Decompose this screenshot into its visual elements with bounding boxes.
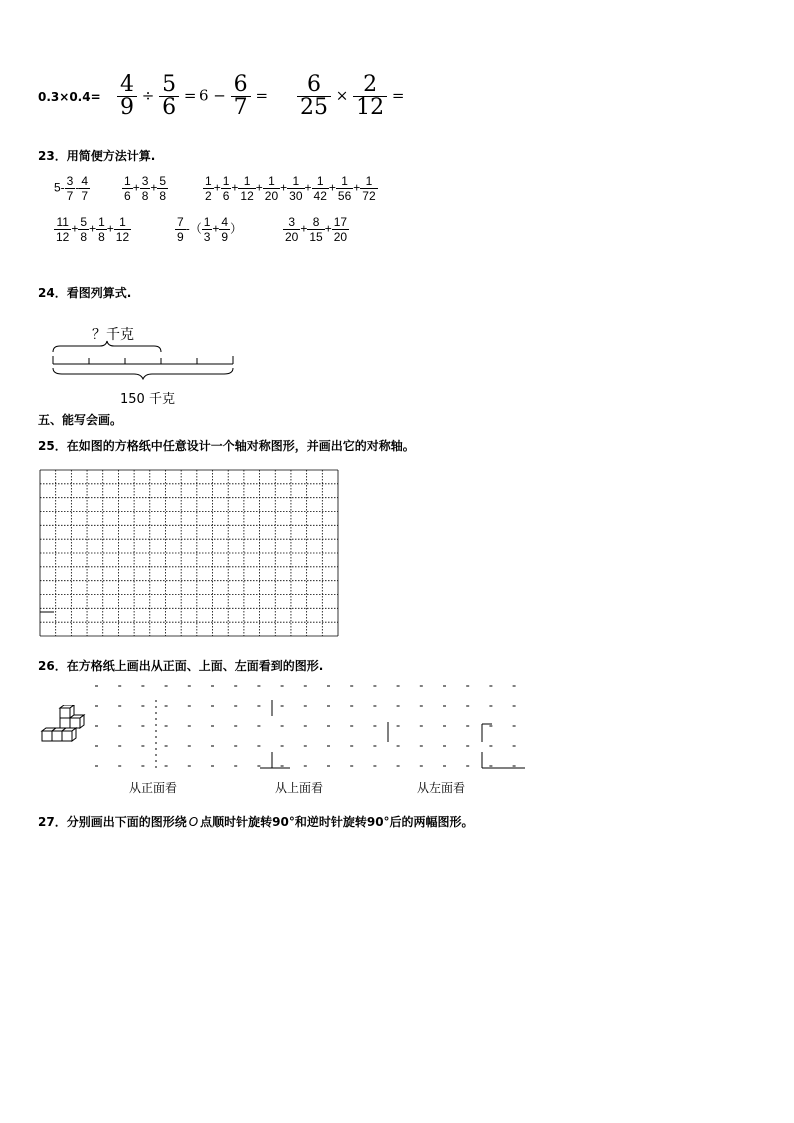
grid-dot (304, 766, 307, 767)
grid-dot (443, 706, 446, 707)
grid-dot (188, 726, 191, 727)
grid-dot (141, 766, 144, 767)
segment-diagram (48, 340, 238, 380)
grid-dot (397, 686, 400, 687)
grid-dot (466, 706, 469, 707)
grid-dot (281, 746, 284, 747)
grid-dot (281, 706, 284, 707)
grid-dot (373, 686, 376, 687)
rotation-point-label: O (188, 815, 199, 829)
grid-dot (234, 746, 237, 747)
grid-dot (466, 686, 469, 687)
question-27-title-end: 点顺时针旋转90°和逆时针旋转90°后的两幅图形。 (200, 815, 474, 829)
grid-dot (489, 746, 492, 747)
bottom-brace (53, 368, 233, 379)
calc-item-decimal: 0.3×0.4= (38, 90, 101, 104)
view-label-top: 从上面看 (275, 781, 324, 795)
grid-dot (443, 726, 446, 727)
grid-dot (165, 726, 168, 727)
dot-grid-paper[interactable] (90, 680, 530, 775)
grid-dot (188, 766, 191, 767)
top-brace (53, 341, 161, 352)
grid-dot (95, 766, 98, 767)
grid-dot (118, 686, 121, 687)
grid-dot (397, 726, 400, 727)
grid-dot (141, 746, 144, 747)
grid-dot (118, 706, 121, 707)
q23-expression-5: $\frac{7}{9}$ -（ $\frac{1}{3}$ + $\frac{4}{9}$ ） (177, 215, 243, 244)
grid-dot (373, 766, 376, 767)
grid-dot (165, 706, 168, 707)
grid-dot (327, 706, 330, 707)
grid-dot (281, 686, 284, 687)
grid-dot (118, 766, 121, 767)
grid-dot (211, 706, 214, 707)
grid-dot (304, 726, 307, 727)
grid-dot (141, 706, 144, 707)
question-25-title: 25．在如图的方格纸中任意设计一个轴对称图形，并画出它的对称轴。 (38, 439, 415, 453)
calc-item-multiply: $\frac{6}{25}$ × $\frac{2}{12}$ = (297, 74, 405, 119)
grid-dot (327, 746, 330, 747)
question-26-title: 26．在方格纸上画出从正面、上面、左面看到的图形. (38, 659, 324, 673)
grid-dot (397, 746, 400, 747)
grid-dot (373, 706, 376, 707)
grid-dot (420, 686, 423, 687)
grid-dot (165, 686, 168, 687)
view-label-front: 从正面看 (129, 781, 178, 795)
grid-dot (443, 746, 446, 747)
cube-face (70, 718, 80, 728)
grid-dot (513, 726, 516, 727)
grid-dot (211, 686, 214, 687)
grid-dot (513, 686, 516, 687)
grid-dot (420, 766, 423, 767)
grid-dot (188, 746, 191, 747)
grid-dot (211, 726, 214, 727)
grid-dot (234, 766, 237, 767)
diagram-bottom-label: 150 千克 (120, 392, 175, 407)
grid-dot (513, 706, 516, 707)
view-label-left: 从左面看 (417, 781, 466, 795)
grid-dot (95, 746, 98, 747)
grid-dot (95, 726, 98, 727)
grid-dot (489, 686, 492, 687)
grid-dot (188, 686, 191, 687)
grid-paper[interactable] (38, 468, 340, 638)
grid-dot (211, 746, 214, 747)
grid-dot (234, 706, 237, 707)
grid-dot (234, 726, 237, 727)
grid-dot (165, 766, 168, 767)
q23-expression-1: 5- $\frac{3}{7}$ - $\frac{4}{7}$ (54, 174, 89, 203)
grid-dot (466, 726, 469, 727)
grid-dot (304, 746, 307, 747)
question-27-title (38, 813, 474, 830)
question-24-title: 24．看图列算式. (38, 286, 132, 300)
grid-dot (188, 706, 191, 707)
grid-dot (327, 726, 330, 727)
grid-dot (489, 706, 492, 707)
grid-dot (211, 766, 214, 767)
grid-dot (304, 706, 307, 707)
grid-dot (234, 686, 237, 687)
grid-dot (420, 746, 423, 747)
grid-dot (118, 726, 121, 727)
grid-dot (257, 706, 260, 707)
q23-expression-3: $\frac{1}{2}$ + $\frac{1}{6}$ + $\frac{1}{12}$ + $\frac{1}{20}$ + $\frac{1}{30}$ + $\frac{1}{42}$ + $\frac{1}{56}$ + $\frac{1}{72}$ (205, 174, 376, 203)
grid-dot (420, 706, 423, 707)
grid-dot (489, 766, 492, 767)
grid-dot (350, 686, 353, 687)
grid-dot (350, 766, 353, 767)
grid-dot (466, 766, 469, 767)
grid-dot (513, 766, 516, 767)
grid-dot (327, 686, 330, 687)
grid-dot (141, 686, 144, 687)
grid-dot (513, 746, 516, 747)
grid-dot (95, 706, 98, 707)
cube-face (72, 728, 76, 741)
grid-dot (281, 766, 284, 767)
grid-dot (257, 686, 260, 687)
question-23-title: 23．用简便方法计算. (38, 149, 156, 163)
cube-face (42, 731, 52, 741)
grid-dot (165, 746, 168, 747)
q23-expression-4: $\frac{11}{12}$ + $\frac{5}{8}$ + $\frac{1}{8}$ + $\frac{1}{12}$ (56, 215, 130, 244)
grid-dot (373, 726, 376, 727)
grid-dot (373, 746, 376, 747)
grid-dot (304, 686, 307, 687)
question-27-title-start: 27．分别画出下面的图形绕 (38, 815, 187, 829)
grid-dot (397, 706, 400, 707)
calc-item-subtract: 6 − $\frac{6}{7}$ = (199, 72, 269, 120)
grid-dot (466, 746, 469, 747)
grid-dot (443, 686, 446, 687)
grid-dot (281, 726, 284, 727)
grid-dot (350, 706, 353, 707)
grid-dot (489, 726, 492, 727)
grid-dot (350, 726, 353, 727)
grid-dot (141, 726, 144, 727)
grid-dot (257, 726, 260, 727)
q23-expression-6: $\frac{3}{20}$ + $\frac{8}{15}$ + $\frac{17}{20}$ (285, 215, 348, 244)
section-5-title: 五、能写会画。 (38, 413, 123, 427)
q23-expression-2: $\frac{1}{6}$ + $\frac{3}{8}$ + $\frac{5}{8}$ (124, 174, 167, 203)
cube-face (52, 731, 62, 741)
grid-dot (257, 746, 260, 747)
grid-dot (327, 766, 330, 767)
calc-item-fraction-divide: $\frac{4}{9}$ ÷ $\frac{5}{6}$ = (117, 74, 197, 119)
grid-dot (397, 766, 400, 767)
cube-face (60, 708, 70, 718)
diagram-top-label: ？千克 (92, 327, 134, 343)
cube-face (60, 718, 70, 728)
grid-dot (95, 686, 98, 687)
grid-dot (118, 746, 121, 747)
grid-dot (350, 746, 353, 747)
cube-face (62, 731, 72, 741)
cube-face (80, 715, 84, 728)
grid-dot (257, 766, 260, 767)
grid-dot (443, 766, 446, 767)
grid-dot (420, 726, 423, 727)
